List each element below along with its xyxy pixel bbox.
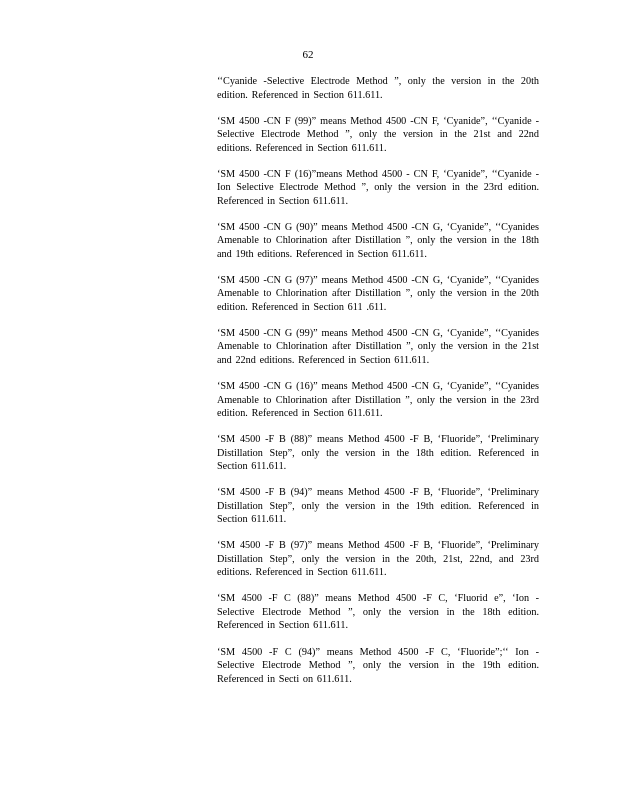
definitions-list bbox=[217, 75, 539, 699]
definition-paragraph-sm-4500-f-b-88: ‘SM 4500 -F B (88)” means Method 4500 -F B, ‘Fluoride”, ‘Preliminary Distillation Step”, only the version in the 18th edition. Referenced in Section 611.611. bbox=[217, 434, 539, 473]
definition-paragraph-sm-4500-f-b-97: ‘SM 4500 -F B (97)” means Method 4500 -F B, ‘Fluoride”, ‘Preliminary Distillation Step”, only the version in the 20th, 21st, 22nd, and 23rd editions. Referenced in Section 611.611. bbox=[217, 540, 539, 579]
definition-paragraph-sm-4500-cn-f-99: ‘SM 4500 -CN F (99)” means Method 4500 -CN F, ‘Cyanide”, ‘‘Cyanide -Selective Electrode Method ”, only the version in the 21st and 22nd editions. Referenced in Section 611.611. bbox=[217, 115, 539, 154]
definition-paragraph-sm-4500-f-c-88: ‘SM 4500 -F C (88)” means Method 4500 -F C, ‘Fluorid e”, ‘Ion - Selective Electrode Method ”, only the version in the 18th edition. Referenced in Section 611.611. bbox=[217, 593, 539, 632]
definition-paragraph-sm-4500-f-c-94: ‘SM 4500 -F C (94)” means Method 4500 -F C, ‘Fluoride”;‘‘ Ion - Selective Electrode Method ”, only the version in the 19th edition. Referenced in Secti on 611.611. bbox=[217, 646, 539, 685]
definition-paragraph-sm-4500-cn-g-99: ‘SM 4500 -CN G (99)” means Method 4500 -CN G, ‘Cyanide”, ‘‘Cyanides Amenable to Chlorination after Distillation ”, only the version in the 21st and 22nd editions. Referenced in Section 611.611. bbox=[217, 327, 539, 366]
definition-paragraph-sm-4500-cn-g-90: ‘SM 4500 -CN G (90)” means Method 4500 -CN G, ‘Cyanide”, ‘‘Cyanides Amenable to Chlorination after Distillation ”, only the version in the 18th and 19th editions. Referenced in Section 611.611. bbox=[217, 221, 539, 260]
page-number: 62 bbox=[302, 49, 314, 61]
definition-paragraph-sm-4500-cn-f-16: ‘SM 4500 -CN F (16)”means Method 4500 - CN F, ‘Cyanide”, ‘‘Cyanide -Ion Selective Electrode Method ”, only the version in the 23rd edition. Referenced in Section 611.611. bbox=[217, 168, 539, 207]
definition-paragraph-cyanide-selective-electrode-20th: ‘‘Cyanide -Selective Electrode Method ”, only the version in the 20th edition. Referenced in Section 611.611. bbox=[217, 76, 539, 101]
definition-paragraph-sm-4500-cn-g-97: ‘SM 4500 -CN G (97)” means Method 4500 -CN G, ‘Cyanide”, ‘‘Cyanides Amenable to Chlorination after Distillation ”, only the version in the 20th edition. Referenced in Section 611 .611. bbox=[217, 274, 539, 313]
definition-paragraph-sm-4500-f-b-94: ‘SM 4500 -F B (94)” means Method 4500 -F B, ‘Fluoride”, ‘Preliminary Distillation Step”, only the version in the 19th edition. Referenced in Section 611.611. bbox=[217, 487, 539, 526]
definition-paragraph-sm-4500-cn-g-16: ‘SM 4500 -CN G (16)” means Method 4500 -CN G, ‘Cyanide”, ‘‘Cyanides Amenable to Chlorination after Distillation ”, only the version in the 23rd edition. Referenced in Section 611.611. bbox=[217, 381, 539, 420]
